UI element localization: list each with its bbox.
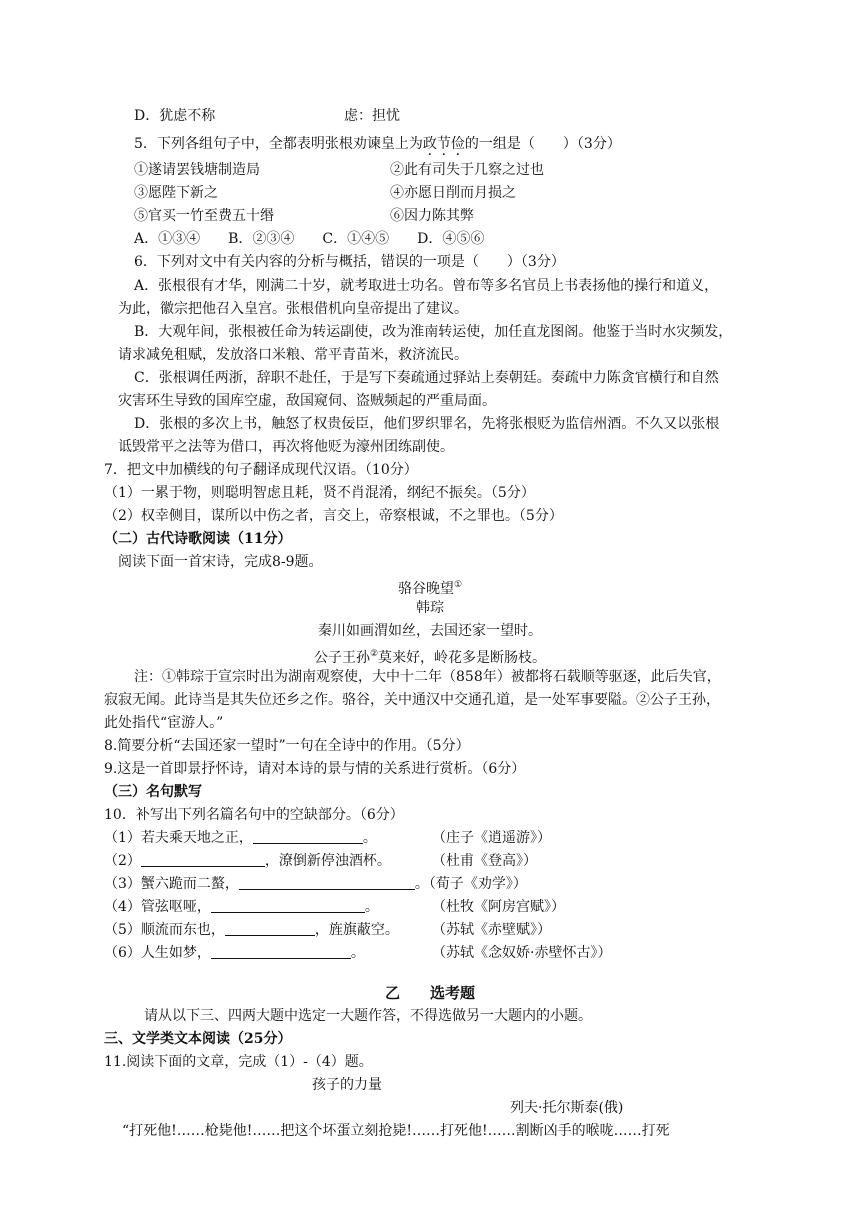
part-b-instructions: 请从以下三、四两大题中选定一大题作答，不得选做另一大题内的小题。 — [144, 1008, 592, 1024]
q5-item-3: ③愿陛下新之 — [134, 185, 218, 201]
q7-stem: 7．把文中加横线的句子翻译成现代汉语。（10分） — [104, 462, 418, 478]
q10-row-6: （6）人生如梦， 。 — [104, 945, 365, 961]
section-literary-heading: 三、文学类文本阅读（25分） — [104, 1031, 292, 1047]
answer-blank[interactable] — [211, 944, 351, 959]
q6-option-a-cont: 为此，徽宗把他召入皇宫。张根借机向皇帝提出了建议。 — [118, 301, 468, 317]
q4-option-d-gloss: 虑：担忧 — [344, 108, 400, 124]
q5-item-2: ②此有司失于几察之过也 — [390, 162, 544, 178]
q6-option-b: B．大观年间，张根被任命为转运副使，改为淮南转运使，加任直龙图阁。他鉴于当时水灾频发， — [134, 324, 733, 340]
q8: 8.简要分析“去国还家一望时”一句在全诗中的作用。（5分） — [104, 738, 470, 754]
q6-option-b-cont: 请求减免租赋，发放洛口米粮、常平青苗米，救济流民。 — [118, 347, 468, 363]
q5-item-6: ⑥因力陈其弊 — [390, 208, 474, 224]
q10-row-6-source: （苏轼《念奴娇·赤壁怀古》） — [432, 945, 612, 961]
q6-option-d: D．张根的多次上书，触怒了权贵佞臣，他们罗织罪名，先将张根贬为监信州酒。不久又以张根 — [134, 416, 720, 432]
q6-option-a: A．张根很有才华，刚满二十岁，就考取进士功名。曾布等多名官员上书表扬他的操行和道义， — [134, 278, 719, 294]
q5-item-1: ①遂请罢钱塘制造局 — [134, 162, 260, 178]
q5-item-4: ④亦愿日削而月损之 — [390, 185, 516, 201]
q6-option-d-cont: 诋毁常平之法等为借口，再次将他贬为濠州团练副使。 — [118, 439, 454, 455]
q10-row-5: （5）顺流而东也， ，旌旗蔽空。 — [104, 922, 399, 938]
answer-blank[interactable] — [141, 852, 265, 867]
q7-sentence-2: （2）权幸侧目，谋所以中伤之者，言交上，帝察根诚，不之罪也。（5分） — [104, 508, 563, 524]
story-author: 列夫·托尔斯泰(俄) — [510, 1100, 624, 1116]
section-poetry-heading: （二）古代诗歌阅读（11分） — [104, 531, 292, 547]
q10-stem: 10．补写出下列名篇名句中的空缺部分。（6分） — [104, 807, 404, 823]
poem-note-3: 此处指代“宦游人。” — [104, 715, 224, 731]
answer-blank[interactable] — [211, 898, 365, 913]
q5-choices: A．①③④ B．②③④ C．①④⑤ D．④⑤⑥ — [134, 231, 485, 247]
section-recitation-heading: （三）名句默写 — [104, 784, 202, 800]
answer-blank[interactable] — [253, 829, 363, 844]
poem-author: 韩琮 — [416, 600, 444, 616]
q10-row-1-source: （庄子《逍遥游》） — [432, 830, 551, 846]
answer-blank[interactable] — [239, 875, 415, 890]
q10-row-3: （3）蟹六跪而二螯， 。（荀子《劝学》） — [104, 876, 527, 892]
q6-stem: 6．下列对文中有关内容的分析与概括，错误的一项是（ ）（3分） — [134, 254, 565, 270]
q6-option-c-cont: 灾害环生导致的国库空虚，敌国窥伺、盗贼频起的严重局面。 — [118, 393, 496, 409]
q11-stem: 11.阅读下面的文章，完成（1）-（4）题。 — [104, 1054, 373, 1070]
q5-stem: 5．下列各组句子中，全都表明张根劝谏皇上为政节俭的一组是（ ）（3分） — [134, 136, 621, 152]
q6-option-c: C．张根调任两浙，辞职不赴任，于是写下奏疏通过驿站上奏朝廷。奏疏中力陈贪官横行和自然 — [134, 370, 719, 386]
q10-row-5-source: （苏轼《赤壁赋》） — [432, 922, 551, 938]
poem-note-2: 寂寂无闻。此诗当是其失位还乡之作。骆谷，关中通汉中交通孔道，是一处军事要隘。②公子王孙， — [104, 692, 720, 708]
q10-row-2: （2） ，潦倒新停浊酒杯。 — [104, 853, 391, 869]
poem-note-1: 注：①韩琮于宣宗时出为湖南观察使，大中十二年（858年）被都将石载顺等驱逐，此后失官， — [134, 669, 721, 685]
q10-row-4: （4）管弦呕哑， 。 — [104, 899, 379, 915]
poetry-intro: 阅读下面一首宋诗，完成8-9题。 — [118, 554, 323, 570]
poem-line-1: 秦川如画渭如丝，去国还家一望时。 — [318, 623, 542, 639]
poem-line-2: 公子王孙②莫来好，岭花多是断肠枝。 — [313, 649, 547, 666]
q4-option-d: D．犹虑不称 — [134, 108, 216, 124]
q5-item-5: ⑤官买一竹至费五十缗 — [134, 208, 274, 224]
q10-row-2-source: （杜甫《登高》） — [432, 853, 537, 869]
answer-blank[interactable] — [225, 921, 315, 936]
q10-row-1: （1）若夫乘天地之正， 。 — [104, 830, 377, 846]
story-title: 孩子的力量 — [312, 1077, 382, 1093]
q10-row-4-source: （杜牧《阿房宫赋》） — [432, 899, 565, 915]
q7-sentence-1: （1）一累于物，则聪明智虑且耗，贤不肖混淆，纲纪不振矣。（5分） — [104, 485, 535, 501]
q9: 9.这是一首即景抒怀诗，请对本诗的景与情的关系进行赏析。（6分） — [104, 761, 526, 777]
story-line-1: “打死他!……枪毙他!……把这个坏蛋立刻抢毙!……打死他!……割断凶手的喉咙……打死 — [122, 1123, 670, 1139]
poem-title: 骆谷晚望① — [397, 580, 463, 597]
part-b-title: 乙 选考题 — [384, 984, 475, 1002]
